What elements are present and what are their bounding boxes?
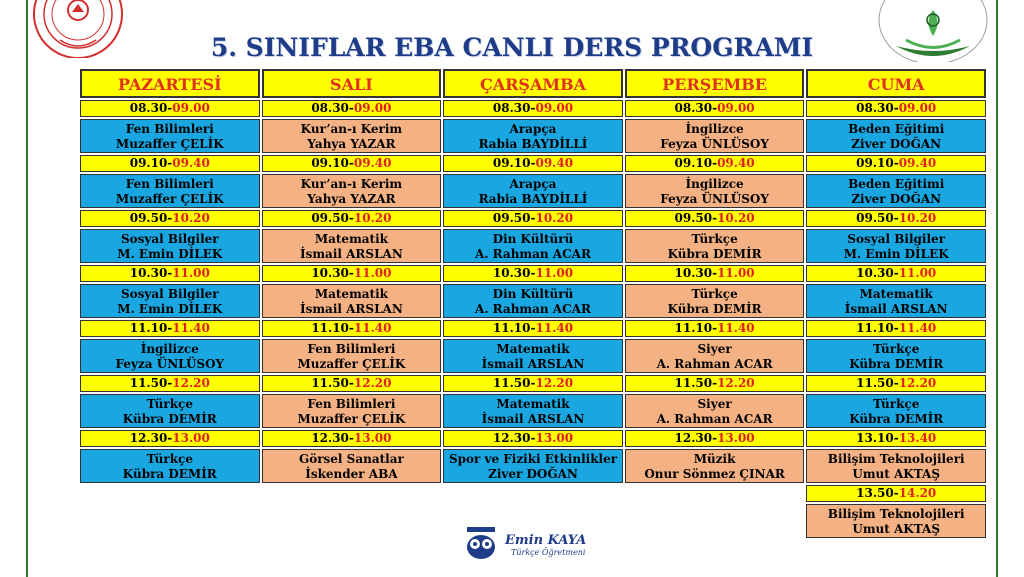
lesson-cell bbox=[806, 119, 986, 153]
teacher-name: Kübra DEMİR bbox=[122, 411, 217, 426]
teacher-name: İsmail ARSLAN bbox=[481, 356, 585, 371]
time-end: 13.00 bbox=[172, 431, 210, 445]
lesson-cell bbox=[262, 394, 442, 428]
lesson-name: Bilişim Teknolojileri bbox=[827, 452, 965, 466]
time-end: 11.00 bbox=[172, 266, 210, 280]
day-header: PERŞEMBE bbox=[625, 69, 805, 98]
lesson-cell bbox=[80, 119, 260, 153]
teacher-name: Ziver DOĞAN bbox=[851, 136, 942, 151]
lesson-name: Matematik bbox=[859, 287, 933, 301]
time-slot bbox=[80, 320, 260, 337]
lesson-cell bbox=[80, 449, 260, 483]
time-slot bbox=[262, 100, 442, 117]
lesson-name: Fen Bilimleri bbox=[307, 342, 396, 356]
time-start: 09.50- bbox=[129, 211, 173, 225]
lesson-name: Beden Eğitimi bbox=[848, 122, 945, 136]
time-start: 08.30- bbox=[311, 101, 354, 115]
time-end: 09.00 bbox=[535, 101, 574, 115]
teacher-name: A. Rahman ACAR bbox=[475, 301, 591, 316]
time-start: 09.50- bbox=[674, 211, 718, 225]
time-end: 09.40 bbox=[717, 156, 755, 170]
time-slot bbox=[80, 100, 260, 117]
lesson-cell bbox=[806, 229, 986, 263]
time-slot bbox=[806, 485, 986, 502]
teacher-name: Umut AKTAŞ bbox=[852, 466, 940, 481]
lesson-cell bbox=[625, 449, 805, 483]
time-slot bbox=[443, 430, 623, 447]
time-start: 09.10- bbox=[129, 156, 173, 170]
time-end: 11.00 bbox=[717, 266, 755, 280]
time-start: 09.50- bbox=[856, 211, 899, 225]
time-slot bbox=[625, 155, 805, 172]
time-slot bbox=[625, 375, 805, 392]
teacher-name: İsmail ARSLAN bbox=[299, 246, 403, 261]
left-frame-line bbox=[26, 0, 28, 577]
lesson-name: Fen Bilimleri bbox=[125, 122, 214, 136]
lesson-name: Arapça bbox=[509, 177, 557, 191]
lesson-name: Kur’an-ı Kerim bbox=[300, 122, 403, 136]
lesson-name: Din Kültürü bbox=[492, 287, 574, 301]
teacher-name: Ziver DOĞAN bbox=[488, 466, 578, 481]
lesson-name: Siyer bbox=[697, 342, 732, 356]
schedule-table bbox=[80, 69, 986, 536]
teacher-name: Muzaffer ÇELİK bbox=[297, 411, 406, 426]
time-slot bbox=[806, 100, 986, 117]
lesson-cell bbox=[443, 119, 623, 153]
time-start: 08.30- bbox=[129, 101, 173, 115]
time-end: 10.20 bbox=[535, 211, 574, 225]
lesson-name: Müzik bbox=[693, 452, 736, 466]
lesson-name: İngilizce bbox=[685, 122, 744, 136]
lesson-cell bbox=[625, 119, 805, 153]
teacher-name: M. Emin DİLEK bbox=[843, 246, 949, 261]
time-end: 09.40 bbox=[898, 156, 937, 170]
time-slot bbox=[806, 265, 986, 282]
time-slot bbox=[262, 430, 442, 447]
time-start: 10.30- bbox=[492, 266, 536, 280]
teacher-name: İsmail ARSLAN bbox=[299, 301, 403, 316]
time-slot bbox=[80, 375, 260, 392]
time-end: 11.00 bbox=[898, 266, 937, 280]
time-end: 11.40 bbox=[898, 321, 937, 335]
time-end: 11.40 bbox=[535, 321, 574, 335]
lesson-name: Sosyal Bilgiler bbox=[120, 287, 219, 301]
time-slot bbox=[625, 265, 805, 282]
lesson-name: Fen Bilimleri bbox=[125, 177, 214, 191]
lesson-name: Türkçe bbox=[873, 342, 920, 356]
teacher-name: Umut AKTAŞ bbox=[852, 521, 940, 536]
teacher-name: İskender ABA bbox=[305, 466, 398, 481]
time-slot bbox=[262, 210, 442, 227]
time-end: 12.20 bbox=[898, 376, 937, 390]
time-start: 11.50- bbox=[311, 376, 354, 390]
time-end: 11.40 bbox=[353, 321, 392, 335]
day-column bbox=[443, 69, 623, 538]
time-slot bbox=[80, 265, 260, 282]
lesson-name: Türkçe bbox=[146, 397, 193, 411]
lesson-cell bbox=[80, 174, 260, 208]
lesson-name: İngilizce bbox=[685, 177, 744, 191]
lesson-name: Fen Bilimleri bbox=[307, 397, 396, 411]
teacher-title: Türkçe Öğretmeni bbox=[511, 548, 586, 557]
time-start: 11.10- bbox=[129, 321, 173, 335]
time-slot bbox=[806, 155, 986, 172]
lesson-cell bbox=[262, 339, 442, 373]
teacher-signature-logo bbox=[463, 527, 613, 561]
lesson-name: Beden Eğitimi bbox=[848, 177, 945, 191]
page-title: 5. SINIFLAR EBA CANLI DERS PROGRAMI bbox=[210, 33, 814, 62]
time-end: 10.20 bbox=[353, 211, 392, 225]
teacher-name: Muzaffer ÇELİK bbox=[115, 136, 224, 151]
teacher-name: Muzaffer ÇELİK bbox=[297, 356, 406, 371]
lesson-cell bbox=[262, 449, 442, 483]
time-slot bbox=[806, 210, 986, 227]
lesson-cell bbox=[262, 229, 442, 263]
lesson-cell bbox=[443, 284, 623, 318]
time-start: 11.10- bbox=[311, 321, 354, 335]
teacher-name: Yahya YAZAR bbox=[307, 191, 396, 206]
time-slot bbox=[443, 375, 623, 392]
lesson-name: Türkçe bbox=[873, 397, 920, 411]
time-start: 11.50- bbox=[674, 376, 718, 390]
time-start: 12.30- bbox=[129, 431, 173, 445]
teacher-name: Feyza ÜNLÜSOY bbox=[660, 136, 769, 151]
time-start: 11.50- bbox=[129, 376, 173, 390]
time-end: 13.00 bbox=[717, 431, 755, 445]
lesson-name: Matematik bbox=[496, 397, 570, 411]
day-header: CUMA bbox=[806, 69, 986, 98]
teacher-name: Feyza ÜNLÜSOY bbox=[660, 191, 769, 206]
time-end: 12.20 bbox=[717, 376, 755, 390]
time-end: 09.40 bbox=[172, 156, 210, 170]
teacher-name: Kübra DEMİR bbox=[667, 301, 762, 316]
time-start: 12.30- bbox=[674, 431, 718, 445]
lesson-name: Türkçe bbox=[691, 287, 738, 301]
time-start: 11.10- bbox=[492, 321, 536, 335]
teacher-name: Emin KAYA bbox=[505, 533, 587, 548]
time-slot bbox=[80, 210, 260, 227]
lesson-cell bbox=[80, 394, 260, 428]
day-column bbox=[80, 69, 260, 538]
lesson-name: Spor ve Fiziki Etkinlikler bbox=[448, 452, 618, 466]
owl-icon bbox=[463, 527, 503, 561]
lesson-name: Bilişim Teknolojileri bbox=[827, 507, 965, 521]
time-start: 13.10- bbox=[856, 431, 899, 445]
teacher-name: A. Rahman ACAR bbox=[475, 246, 591, 261]
time-slot bbox=[80, 155, 260, 172]
lesson-cell bbox=[262, 119, 442, 153]
time-slot bbox=[262, 265, 442, 282]
lesson-cell bbox=[806, 504, 986, 538]
time-slot bbox=[443, 100, 623, 117]
time-end: 11.00 bbox=[353, 266, 392, 280]
lesson-cell bbox=[806, 174, 986, 208]
time-end: 11.00 bbox=[535, 266, 574, 280]
time-start: 11.10- bbox=[856, 321, 899, 335]
time-slot bbox=[625, 100, 805, 117]
lesson-cell bbox=[443, 449, 623, 483]
lesson-name: Siyer bbox=[697, 397, 732, 411]
time-end: 09.00 bbox=[172, 101, 210, 115]
teacher-name: M. Emin DİLEK bbox=[117, 301, 223, 316]
time-start: 09.50- bbox=[492, 211, 536, 225]
time-slot bbox=[262, 320, 442, 337]
time-start: 11.10- bbox=[674, 321, 718, 335]
teacher-name: Onur Sönmez ÇINAR bbox=[644, 466, 785, 481]
lesson-name: Matematik bbox=[314, 232, 388, 246]
lesson-cell bbox=[806, 284, 986, 318]
lesson-name: Türkçe bbox=[146, 452, 193, 466]
lesson-name: İngilizce bbox=[140, 342, 199, 356]
time-slot bbox=[625, 430, 805, 447]
time-end: 12.20 bbox=[535, 376, 574, 390]
time-start: 10.30- bbox=[311, 266, 354, 280]
time-end: 13.00 bbox=[353, 431, 392, 445]
time-slot bbox=[443, 265, 623, 282]
time-end: 12.20 bbox=[172, 376, 210, 390]
time-end: 13.40 bbox=[898, 431, 937, 445]
lesson-cell bbox=[625, 284, 805, 318]
time-end: 12.20 bbox=[353, 376, 392, 390]
lesson-name: Matematik bbox=[314, 287, 388, 301]
time-slot bbox=[625, 210, 805, 227]
time-end: 11.40 bbox=[717, 321, 755, 335]
time-slot bbox=[262, 155, 442, 172]
time-start: 12.30- bbox=[311, 431, 354, 445]
lesson-name: Arapça bbox=[509, 122, 557, 136]
time-end: 10.20 bbox=[172, 211, 210, 225]
day-header: PAZARTESİ bbox=[80, 69, 260, 98]
time-end: 09.00 bbox=[898, 101, 937, 115]
lesson-cell bbox=[625, 229, 805, 263]
lesson-cell bbox=[443, 339, 623, 373]
lesson-name: Sosyal Bilgiler bbox=[847, 232, 946, 246]
time-start: 08.30- bbox=[856, 101, 899, 115]
teacher-name: Kübra DEMİR bbox=[122, 466, 217, 481]
time-slot bbox=[806, 320, 986, 337]
lesson-cell bbox=[806, 339, 986, 373]
lesson-cell bbox=[80, 339, 260, 373]
time-start: 08.30- bbox=[492, 101, 536, 115]
lesson-cell bbox=[80, 284, 260, 318]
time-start: 12.30- bbox=[492, 431, 536, 445]
time-end: 09.00 bbox=[353, 101, 392, 115]
time-slot bbox=[443, 210, 623, 227]
time-end: 09.40 bbox=[535, 156, 574, 170]
time-slot bbox=[625, 320, 805, 337]
time-start: 09.10- bbox=[856, 156, 899, 170]
time-end: 10.20 bbox=[898, 211, 937, 225]
time-start: 11.50- bbox=[492, 376, 536, 390]
lesson-name: Türkçe bbox=[691, 232, 738, 246]
day-column bbox=[806, 69, 986, 538]
lesson-cell bbox=[80, 229, 260, 263]
teacher-name: Kübra DEMİR bbox=[849, 356, 944, 371]
time-slot bbox=[80, 430, 260, 447]
teacher-name: Rabia BAYDİLLİ bbox=[478, 191, 588, 206]
time-slot bbox=[443, 320, 623, 337]
teacher-name: Feyza ÜNLÜSOY bbox=[115, 356, 225, 371]
day-header: ÇARŞAMBA bbox=[443, 69, 623, 98]
lesson-cell bbox=[262, 174, 442, 208]
time-start: 09.50- bbox=[311, 211, 354, 225]
lesson-cell bbox=[625, 174, 805, 208]
time-slot bbox=[806, 430, 986, 447]
lesson-name: Kur’an-ı Kerim bbox=[300, 177, 403, 191]
lesson-cell bbox=[625, 394, 805, 428]
time-start: 10.30- bbox=[674, 266, 718, 280]
teacher-name: A. Rahman ACAR bbox=[656, 411, 773, 426]
lesson-cell bbox=[806, 394, 986, 428]
lesson-cell bbox=[806, 449, 986, 483]
teacher-name: A. Rahman ACAR bbox=[656, 356, 773, 371]
time-start: 09.10- bbox=[311, 156, 354, 170]
time-start: 08.30- bbox=[674, 101, 718, 115]
time-slot bbox=[806, 375, 986, 392]
day-header: SALI bbox=[262, 69, 442, 98]
time-start: 13.50- bbox=[856, 486, 899, 500]
day-column bbox=[625, 69, 805, 538]
time-end: 10.20 bbox=[717, 211, 755, 225]
time-end: 13.00 bbox=[535, 431, 574, 445]
time-start: 09.10- bbox=[492, 156, 536, 170]
lesson-name: Görsel Sanatlar bbox=[298, 452, 404, 466]
teacher-name: Kübra DEMİR bbox=[667, 246, 762, 261]
lesson-cell bbox=[443, 394, 623, 428]
day-column bbox=[262, 69, 442, 538]
time-end: 09.40 bbox=[353, 156, 392, 170]
time-slot bbox=[262, 375, 442, 392]
teacher-name: Muzaffer ÇELİK bbox=[115, 191, 224, 206]
right-frame-line bbox=[996, 0, 998, 577]
time-slot bbox=[443, 155, 623, 172]
teacher-name: Rabia BAYDİLLİ bbox=[478, 136, 588, 151]
lesson-name: Din Kültürü bbox=[492, 232, 574, 246]
time-end: 09.00 bbox=[717, 101, 755, 115]
time-start: 11.50- bbox=[856, 376, 899, 390]
teacher-name: Kübra DEMİR bbox=[849, 411, 944, 426]
time-start: 10.30- bbox=[856, 266, 899, 280]
teacher-name: Yahya YAZAR bbox=[307, 136, 396, 151]
lesson-name: Sosyal Bilgiler bbox=[120, 232, 219, 246]
time-end: 11.40 bbox=[172, 321, 210, 335]
time-start: 09.10- bbox=[674, 156, 718, 170]
time-end: 14.20 bbox=[898, 486, 937, 500]
lesson-cell bbox=[443, 229, 623, 263]
lesson-name: Matematik bbox=[496, 342, 570, 356]
time-start: 10.30- bbox=[129, 266, 173, 280]
lesson-cell bbox=[625, 339, 805, 373]
teacher-name: İsmail ARSLAN bbox=[481, 411, 585, 426]
teacher-name: İsmail ARSLAN bbox=[844, 301, 948, 316]
lesson-cell bbox=[443, 174, 623, 208]
teacher-name: Ziver DOĞAN bbox=[851, 191, 942, 206]
teacher-name: M. Emin DİLEK bbox=[117, 246, 223, 261]
lesson-cell bbox=[262, 284, 442, 318]
